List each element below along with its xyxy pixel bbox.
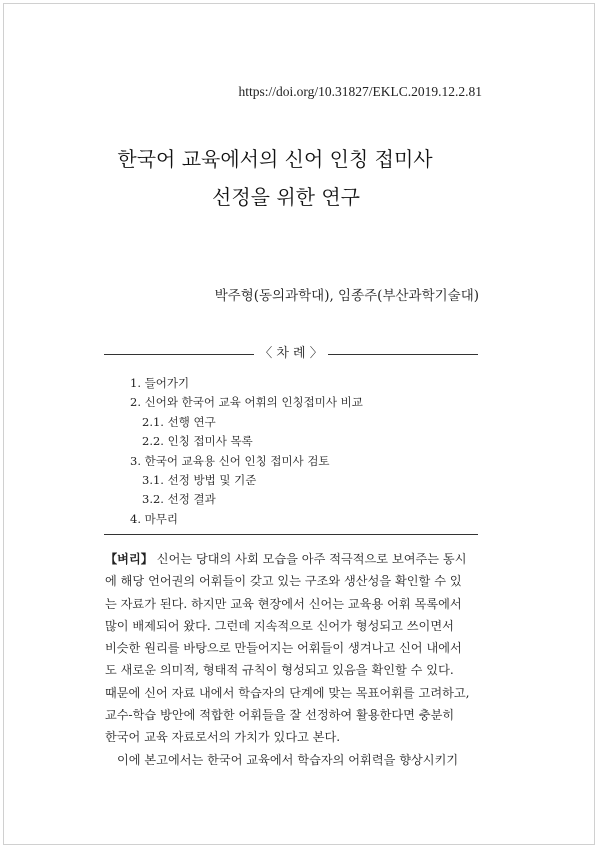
abstract-line: 때문에 신어 자료 내에서 학습자의 단계에 맞는 목표어휘를 고려하고, bbox=[105, 685, 470, 700]
toc-heading: 〈 차 례 〉 bbox=[259, 346, 323, 361]
paper-title bbox=[0, 140, 600, 216]
abstract-line: 이에 본고에서는 한국어 교육에서 학습자의 어휘력을 향상시키기 bbox=[117, 752, 459, 767]
abstract-line: 교수-학습 방안에 적합한 어휘들을 잘 선정하여 활용한다면 충분히 bbox=[105, 708, 455, 723]
abstract-text: 신어는 당대의 사회 모습을 아주 적극적으로 보여주는 동시 bbox=[152, 552, 467, 566]
toc-item: 2. 신어와 한국어 교육 어휘의 인칭접미사 비교 bbox=[130, 395, 363, 410]
abstract-line: 도 새로운 의미적, 형태적 규칙이 형성되고 있음을 확인할 수 있다. bbox=[105, 663, 454, 678]
toc-subitem: 2.1. 선행 연구 bbox=[142, 414, 216, 429]
toc-header bbox=[104, 344, 478, 364]
toc-item: 4. 마무리 bbox=[130, 511, 178, 526]
toc-subitem: 2.2. 인칭 접미사 목록 bbox=[142, 434, 253, 449]
toc-item: 1. 들어가기 bbox=[130, 376, 190, 390]
toc-subitem: 3.2. 선정 결과 bbox=[142, 492, 216, 507]
toc-bottom-rule bbox=[104, 534, 478, 535]
table-of-contents bbox=[130, 374, 363, 529]
authors: 박주형(동의과학대), 임종주(부산과학기술대) bbox=[214, 288, 479, 304]
toc-subitem: 3.1. 선정 방법 및 기준 bbox=[142, 472, 257, 487]
abstract-line: 에 해당 언어권의 어휘들이 갖고 있는 구조와 생산성을 확인할 수 있 bbox=[105, 574, 462, 589]
abstract-line: 비슷한 원리를 바탕으로 만들어지는 어휘들이 생겨나고 신어 내에서 bbox=[105, 641, 462, 656]
abstract-tag: 【벼리】 bbox=[105, 552, 153, 566]
toc-item: 3. 한국어 교육용 신어 인칭 접미사 검토 bbox=[130, 453, 330, 468]
abstract-line: 많이 배제되어 왔다. 그런데 지속적으로 신어가 형성되고 쓰이면서 bbox=[105, 618, 454, 633]
toc-rule-right bbox=[328, 354, 478, 355]
abstract-line: 한국어 교육 자료로서의 가치가 있다고 본다. bbox=[105, 730, 341, 745]
title-line-2: 선정을 위한 연구 bbox=[212, 185, 360, 209]
abstract-line bbox=[105, 548, 477, 570]
abstract bbox=[105, 548, 477, 771]
doi-link[interactable]: https://doi.org/10.31827/EKLC.2019.12.2.81 bbox=[238, 84, 482, 99]
title-line-1: 한국어 교육에서의 신어 인칭 접미사 bbox=[117, 147, 433, 171]
abstract-line: 는 자료가 된다. 하지만 교육 현장에서 신어는 교육용 어휘 목록에서 bbox=[105, 596, 462, 611]
